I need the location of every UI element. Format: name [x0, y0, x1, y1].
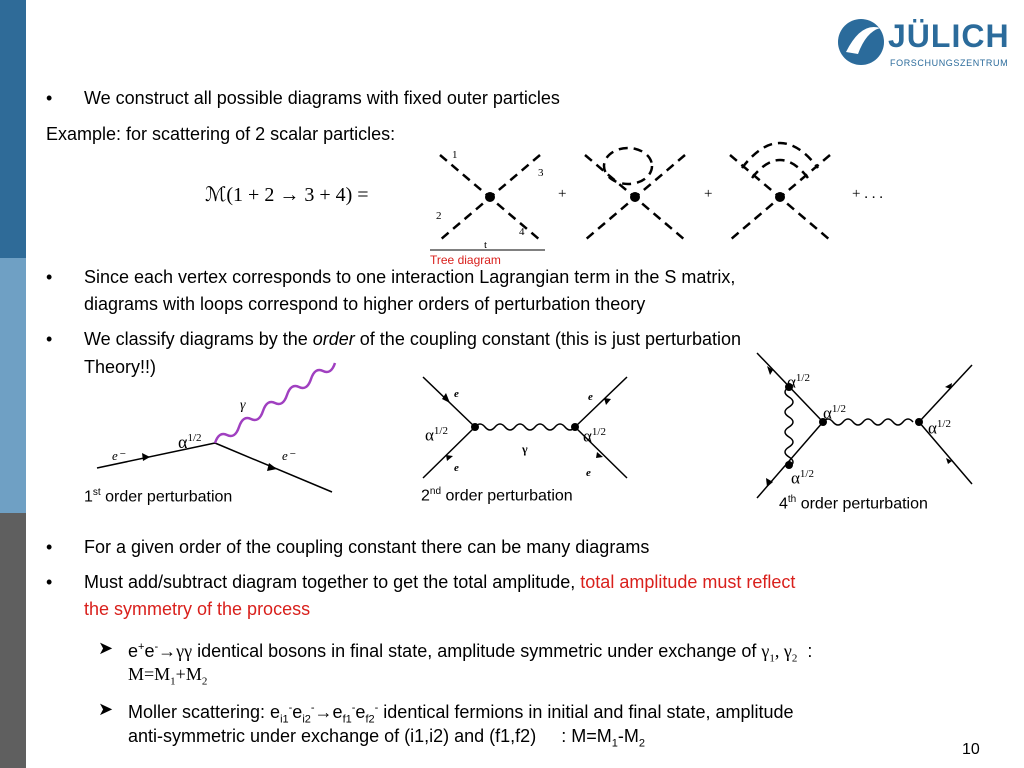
fig2-vertex-left: [471, 423, 479, 431]
fig1-electron-out: e⁻: [282, 448, 295, 463]
fig2-coupling-left: $\alpha^{1/2}$: [425, 425, 448, 445]
bullet-text-4: For a given order of the coupling constant there can be many diagrams: [84, 537, 650, 557]
time-label: t: [484, 239, 488, 251]
leg-label-4: 4: [519, 226, 525, 238]
sub-bullet-arrow: ➤: [98, 699, 114, 719]
fig4-coupling-top: $\alpha^{1/2}$: [787, 372, 810, 392]
sub-bullet-text-1b: $M=M_1+M_2$: [128, 664, 208, 688]
bullet-dot: •: [46, 572, 53, 592]
bullet-dot: •: [46, 88, 53, 108]
logo-subtitle: FORSCHUNGSZENTRUM: [890, 58, 1009, 68]
fig1-electron-in: e⁻: [112, 448, 125, 463]
fig2-gamma-label: γ: [522, 442, 528, 456]
fig1-caption: 1st order perturbation: [84, 487, 233, 506]
fig2-e-bottom-right: e: [586, 467, 591, 479]
bullet-text-3a: We classify diagrams by the order of the coupling constant (this is just perturbation: [84, 329, 742, 349]
tree-vertex: [485, 192, 495, 202]
fig4-caption: 4th order perturbation: [779, 494, 928, 513]
leg-label-2: 2: [436, 210, 442, 222]
fig2-caption: 2nd order perturbation: [421, 486, 573, 505]
fig2-e-top-right: e: [588, 391, 593, 403]
bullet-dot: •: [46, 267, 53, 287]
bullet-text-1: We construct all possible diagrams with fixed outer particles: [84, 88, 560, 108]
fig4-coupling-left: $\alpha^{1/2}$: [823, 403, 846, 423]
page-number: 10: [962, 741, 980, 758]
plus-sign-1: +: [558, 186, 567, 202]
loop-diagram-2: [730, 143, 830, 240]
fig2-vertex-right: [571, 423, 579, 431]
sub-bullet-text-1a: e+e-→γγ identical bosons in final state, amplitude symmetric under exchange of $\gamma_1$, $\gamma_2$ :: [128, 641, 813, 665]
loop-vertex-2: [775, 192, 785, 202]
tree-diagram-label: Tree diagram: [430, 253, 501, 267]
example-line: Example: for scattering of 2 scalar particles:: [46, 124, 396, 144]
loop-vertex-1: [630, 192, 640, 202]
fig4-coupling-right: $\alpha^{1/2}$: [928, 418, 951, 438]
fig1-coupling: $\alpha^{1/2}$: [178, 432, 202, 452]
fig4-vertex-right: [915, 418, 923, 426]
plus-dots: + . . .: [852, 186, 883, 202]
logo-name: JÜLICH: [888, 18, 1010, 54]
leg-label-1: 1: [452, 149, 458, 161]
fig4-coupling-bottom: $\alpha^{1/2}$: [791, 468, 814, 488]
bullet-text-5a: Must add/subtract diagram together to get the total amplitude, total amplitude must reflect: [84, 572, 796, 592]
sub-bullet-arrow: ➤: [98, 638, 114, 658]
fig2-coupling-right: $\alpha^{1/2}$: [583, 426, 606, 446]
fig1-gamma-label: γ: [240, 398, 246, 413]
fig2-e-bottom-left: e: [454, 462, 459, 474]
bullet-text-5b: the symmetry of the process: [84, 599, 311, 619]
sub-bullet-text-2a: Moller scattering: $e_{i1}^-e_{i2}^-\to e_{f1}^-e_{f2}^-$ identical fermions in initial and final state, amplitude: [128, 702, 794, 726]
plus-sign-2: +: [704, 186, 713, 202]
fig2-e-top-left: e: [454, 388, 459, 400]
bullet-dot: •: [46, 329, 53, 349]
bullet-text-2a: Since each vertex corresponds to one interaction Lagrangian term in the S matrix,: [84, 267, 736, 287]
fig1-diagram: [97, 363, 335, 492]
leg-label-3: 3: [538, 167, 544, 179]
bullet-text-2b: diagrams with loops correspond to higher orders of perturbation theory: [84, 294, 646, 314]
sub-bullet-text-2b: anti-symmetric under exchange of (i1,i2) and (f1,f2) : $M=M_1-M_2$: [128, 726, 645, 750]
bullet-text-3b: Theory!!): [84, 357, 157, 377]
amplitude-lhs: ℳ(1 + 2 → 3 + 4) =: [205, 184, 369, 206]
bullet-dot: •: [46, 537, 53, 557]
